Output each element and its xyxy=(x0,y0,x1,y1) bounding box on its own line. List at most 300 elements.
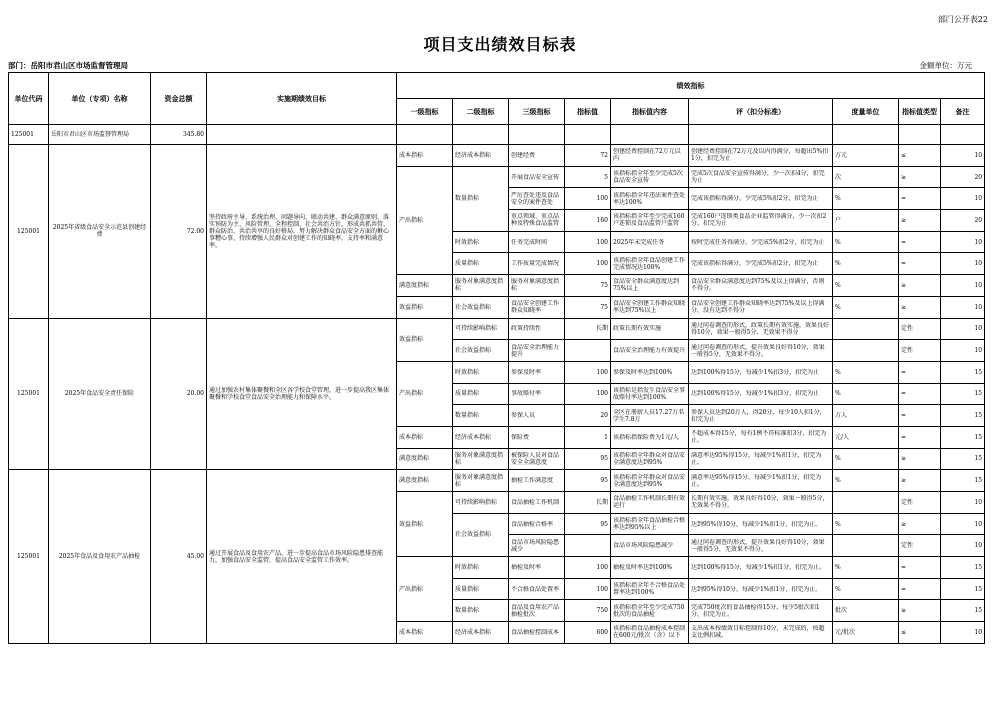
indicator-level2: 时效指标 xyxy=(453,557,509,579)
measure-unit xyxy=(833,340,899,362)
indicator-level3-text: 参保人员 xyxy=(511,412,536,420)
indicator-content-text: 食品安全群众满意度达到75%以上 xyxy=(613,278,680,293)
note-value: 10 xyxy=(941,275,985,297)
value-type: ≥ xyxy=(899,470,941,492)
indicator-level1: 产出指标 xyxy=(397,166,453,274)
indicator-value: 1 xyxy=(565,426,611,448)
header-measure-unit: 度量单位 xyxy=(833,99,899,125)
indicator-level3 xyxy=(509,513,565,535)
indicator-level2: 社会效益指标 xyxy=(453,340,509,362)
table-row xyxy=(9,470,985,492)
indicator-level3-text: 严厉查处违反食品安全的案件查处 xyxy=(511,191,560,206)
header-value-content: 指标值内容 xyxy=(611,99,689,125)
indicator-value: 100 xyxy=(565,361,611,383)
indicator-level3-text: 开展食品安全宣传 xyxy=(511,173,560,181)
note-value: 10 xyxy=(941,231,985,253)
indicator-content xyxy=(611,166,689,188)
measure-unit: 户 xyxy=(833,210,899,232)
measure-unit: % xyxy=(833,557,899,579)
value-type: ≥ xyxy=(899,296,941,318)
note-value: 15 xyxy=(941,426,985,448)
measure-unit: % xyxy=(833,275,899,297)
scoring-standard-text: 长期有效实施，效果良好得10分，效果一般得5分，无效果不得分。 xyxy=(691,495,829,510)
project-amount: 72.00 xyxy=(151,145,207,319)
indicator-value: 75 xyxy=(565,275,611,297)
scoring-standard xyxy=(689,578,833,600)
indicator-level3 xyxy=(509,188,565,210)
value-type: ≥ xyxy=(899,210,941,232)
header-value-type: 指标值类型 xyxy=(899,99,941,125)
indicator-content xyxy=(611,253,689,275)
indicator-level3 xyxy=(509,318,565,340)
indicator-level2: 数量指标 xyxy=(453,600,509,622)
scoring-standard-text: 达到95%得10分，每减少1%扣1分，扣完为止。 xyxy=(691,520,822,528)
header-indicators: 绩效指标 xyxy=(397,73,985,99)
indicator-level2: 可持续影响指标 xyxy=(453,492,509,514)
indicator-level3-text: 工作质量完成情况 xyxy=(511,260,560,268)
indicator-level2: 服务对象满意度指标 xyxy=(453,448,509,470)
note-value: 15 xyxy=(941,361,985,383)
indicator-level3 xyxy=(509,145,565,167)
indicator-level3-text: 服务对象满意度指标 xyxy=(511,278,560,293)
indicator-level3-text: 政策持续性 xyxy=(511,325,542,333)
indicator-level3-text: 抽检及时率 xyxy=(511,563,542,571)
indicator-level3 xyxy=(509,535,565,557)
indicator-level2: 时效指标 xyxy=(453,361,509,383)
scoring-standard xyxy=(689,405,833,427)
value-type: ≥ xyxy=(899,600,941,622)
value-type: = xyxy=(899,578,941,600)
indicator-level1: 效益指标 xyxy=(397,296,453,318)
indicator-level2: 服务对象满意度指标 xyxy=(453,275,509,297)
scoring-standard-text: 达到100%得15分，每减少1%扣1分，扣完为止。 xyxy=(691,563,826,571)
note-value: 10 xyxy=(941,145,985,167)
indicator-level3 xyxy=(509,231,565,253)
scoring-standard-text: 满意率达95%得15分，每减少1%扣1分，扣完为止。 xyxy=(691,473,822,488)
indicator-value: 600 xyxy=(565,622,611,644)
project-name: 2025年省级食品安全示范县创建经费 xyxy=(49,145,151,319)
measure-unit: % xyxy=(833,253,899,275)
indicator-level1: 成本指标 xyxy=(397,622,453,644)
header-level2: 二级指标 xyxy=(453,99,509,125)
value-type: 定性 xyxy=(899,535,941,557)
indicator-level3 xyxy=(509,210,565,232)
project-amount: 20.00 xyxy=(151,318,207,470)
project-code: 125001 xyxy=(9,470,49,644)
indicator-value: 长期 xyxy=(565,492,611,514)
indicator-content-text: 该指标指全年食品创建工作完成情况达100% xyxy=(613,256,686,271)
measure-unit: % xyxy=(833,513,899,535)
indicator-value xyxy=(565,340,611,362)
indicator-level3 xyxy=(509,578,565,600)
indicator-content xyxy=(611,340,689,362)
value-type: = xyxy=(899,361,941,383)
scoring-standard xyxy=(689,145,833,167)
header-scoring: 评（扣分标准） xyxy=(689,99,833,125)
scoring-standard xyxy=(689,340,833,362)
header-unit-name: 单位（专项）名称 xyxy=(49,73,151,125)
indicator-content xyxy=(611,405,689,427)
note-value: 15 xyxy=(941,600,985,622)
indicator-level3-text: 食品及食用农产品抽检批次 xyxy=(511,603,560,618)
scoring-standard xyxy=(689,383,833,405)
indicator-level2: 质量指标 xyxy=(453,253,509,275)
currency-unit-label: 金额单位：万元 xyxy=(919,61,972,70)
indicator-value: 20 xyxy=(565,405,611,427)
measure-unit: 万元 xyxy=(833,145,899,167)
performance-goals-table xyxy=(8,72,985,644)
indicator-content-text: 该指标指全年至少完成160户连锁及食品监管户监管 xyxy=(613,213,685,228)
page-number-label: 部门公开表22 xyxy=(937,15,988,24)
indicator-level3 xyxy=(509,622,565,644)
value-type: = xyxy=(899,231,941,253)
page-title: 项目支出绩效目标表 xyxy=(423,35,577,54)
scoring-standard xyxy=(689,361,833,383)
header-level3: 三级指标 xyxy=(509,99,565,125)
indicator-content xyxy=(611,492,689,514)
indicator-value: 100 xyxy=(565,188,611,210)
note-value: 15 xyxy=(941,383,985,405)
project-name: 2025年食品及食用农产品抽检 xyxy=(49,470,151,644)
indicator-content xyxy=(611,600,689,622)
indicator-level2: 时效指标 xyxy=(453,231,509,253)
header-level1: 一级指标 xyxy=(397,99,453,125)
scoring-standard-text: 食品安全创建工作群众知晓率达到75%及以上得满分，没有达到不得分 xyxy=(691,300,825,315)
measure-unit xyxy=(833,535,899,557)
scoring-standard xyxy=(689,470,833,492)
unit-name: 岳阳市君山区市场监督管理局 xyxy=(49,125,151,145)
indicator-level1: 成本指标 xyxy=(397,145,453,167)
indicator-level2: 质量指标 xyxy=(453,578,509,600)
indicator-value: 100 xyxy=(565,231,611,253)
indicator-content-text: 2025年末完成任务 xyxy=(613,238,665,246)
value-type: ≤ xyxy=(899,622,941,644)
indicator-value xyxy=(565,535,611,557)
measure-unit: % xyxy=(833,296,899,318)
indicator-level3-text: 重点领域、重点品种及特殊食品监管 xyxy=(511,213,560,228)
indicator-content xyxy=(611,231,689,253)
scoring-standard-text: 达到100%得15分，每减少1%扣3分，扣完为止 xyxy=(691,368,820,376)
indicator-content xyxy=(611,275,689,297)
indicator-level2: 经济成本指标 xyxy=(453,622,509,644)
header-goal: 实施期绩效目标 xyxy=(207,73,397,125)
measure-unit: % xyxy=(833,361,899,383)
project-amount: 45.00 xyxy=(151,470,207,644)
indicator-content-text: 创建经费控制在72万元以内 xyxy=(613,148,681,163)
indicator-value: 长期 xyxy=(565,318,611,340)
indicator-level2: 可持续影响指标 xyxy=(453,318,509,340)
indicator-level3 xyxy=(509,426,565,448)
note-value: 10 xyxy=(941,492,985,514)
indicator-content xyxy=(611,578,689,600)
value-type: ≤ xyxy=(899,145,941,167)
measure-unit xyxy=(833,492,899,514)
indicator-content xyxy=(611,470,689,492)
scoring-standard xyxy=(689,296,833,318)
header-value: 指标值 xyxy=(565,99,611,125)
indicator-level2: 经济成本指标 xyxy=(453,426,509,448)
indicator-level1: 成本指标 xyxy=(397,426,453,448)
indicator-level3-text: 食品安全创建工作群众知晓率 xyxy=(511,300,560,315)
indicator-value: 95 xyxy=(565,470,611,492)
indicator-content xyxy=(611,622,689,644)
value-type: ≥ xyxy=(899,166,941,188)
scoring-standard xyxy=(689,448,833,470)
note-value: 10 xyxy=(941,253,985,275)
indicator-level2: 数量指标 xyxy=(453,166,509,231)
indicator-content xyxy=(611,426,689,448)
indicator-content xyxy=(611,448,689,470)
scoring-standard-text: 参保人员达到20万人，得20分，每少10人扣1分，扣完为止 xyxy=(691,408,826,423)
indicator-level3 xyxy=(509,275,565,297)
note-value: 20 xyxy=(941,210,985,232)
indicator-level3 xyxy=(509,340,565,362)
scoring-standard-text: 通过问卷调查的形式，提升效果良好得10分，效果一般得5分，无效果不得分。 xyxy=(691,538,825,553)
scoring-standard xyxy=(689,535,833,557)
note-value: 20 xyxy=(941,166,985,188)
indicator-level3-text: 参保及时率 xyxy=(511,368,542,376)
unit-code: 125001 xyxy=(9,125,49,145)
value-type: = xyxy=(899,405,941,427)
indicator-value: 5 xyxy=(565,166,611,188)
indicator-value: 750 xyxy=(565,600,611,622)
value-type: = xyxy=(899,253,941,275)
note-value: 10 xyxy=(941,622,985,644)
note-value: 10 xyxy=(941,188,985,210)
indicator-level3 xyxy=(509,405,565,427)
indicator-level3-text: 创建经费 xyxy=(511,151,536,159)
indicator-content xyxy=(611,535,689,557)
indicator-level1: 效益指标 xyxy=(397,318,453,361)
indicator-content-text: 该指标是指发生食品安全事故赔付率达到100% xyxy=(613,386,686,401)
indicator-level3 xyxy=(509,296,565,318)
indicator-level1: 满意度指标 xyxy=(397,448,453,470)
indicator-content-text: 政策长期有效实施 xyxy=(613,325,662,333)
value-type: = xyxy=(899,557,941,579)
project-goal: 通过加强农村集体聚餐和全区各学校食堂管理，进一步提高我区集体聚餐和学校食堂食品安全治理能力和保障水平。 xyxy=(207,318,397,470)
project-name: 2025年食品安全责任保险 xyxy=(49,318,151,470)
scoring-standard xyxy=(689,231,833,253)
indicator-level2: 社会效益指标 xyxy=(453,296,509,318)
scoring-standard-text: 达到95%得10分，每减少1%扣1分，扣完为止。 xyxy=(691,585,822,593)
indicator-level3 xyxy=(509,470,565,492)
indicator-level1: 满意度指标 xyxy=(397,275,453,297)
indicator-value: 100 xyxy=(565,578,611,600)
indicator-level3 xyxy=(509,383,565,405)
measure-unit: % xyxy=(833,231,899,253)
measure-unit xyxy=(833,318,899,340)
department-label: 部门：岳阳市君山区市场监督管理局 xyxy=(8,61,128,70)
indicator-level2: 质量指标 xyxy=(453,383,509,405)
scoring-standard xyxy=(689,253,833,275)
indicator-value: 100 xyxy=(565,557,611,579)
indicator-content xyxy=(611,361,689,383)
scoring-standard xyxy=(689,275,833,297)
indicator-content xyxy=(611,145,689,167)
indicator-level3 xyxy=(509,600,565,622)
scoring-standard-text: 满意率达95%得15分，每减少1%扣1分，扣完为止。 xyxy=(691,451,822,466)
note-value: 15 xyxy=(941,405,985,427)
indicator-content-text: 该指标指食品抽检成本控制在600元/批次（含）以下 xyxy=(613,625,686,640)
unit-amount: 345.80 xyxy=(151,125,207,145)
indicator-level3-text: 食品安全治理能力提升 xyxy=(511,343,560,358)
indicator-level3 xyxy=(509,361,565,383)
scoring-standard-text: 完成该指标得满分，少完成5%扣2分，扣完为止 xyxy=(691,260,819,268)
indicator-content-text: 抽检及时率达到100% xyxy=(613,563,673,571)
indicator-content-text: 该指标指全年群众对食品安全满意度达到95% xyxy=(613,451,686,466)
indicator-value: 100 xyxy=(565,383,611,405)
indicator-level3 xyxy=(509,448,565,470)
scoring-standard xyxy=(689,166,833,188)
note-value: 15 xyxy=(941,578,985,600)
indicator-content-text: 该指标指全年群众对食品安全满意度达到95% xyxy=(613,473,686,488)
indicator-content xyxy=(611,383,689,405)
scoring-standard xyxy=(689,188,833,210)
scoring-standard-text: 完成5次食品安全宣传得满分，少一次扣4分，扣完为止 xyxy=(691,170,825,185)
indicator-level3 xyxy=(509,253,565,275)
indicator-level2: 服务对象满意度指标 xyxy=(453,470,509,492)
scoring-standard xyxy=(689,492,833,514)
table-row xyxy=(9,145,985,167)
scoring-standard-text: 通过问卷调查的形式，提升效果良好得10分，效果一般得5分，无效果不得分。 xyxy=(691,343,825,358)
scoring-standard-text: 按时完成任务得满分，少完成5%扣2分，扣完为止 xyxy=(691,238,825,246)
note-value: 15 xyxy=(941,557,985,579)
indicator-content-text: 食品安全创建工作群众知晓率达到75%以上 xyxy=(613,300,686,315)
scoring-standard-text: 支出成本按绩效目标控制得10分，未完成的，按超支比例扣减。 xyxy=(691,625,825,640)
indicator-level3-text: 抽检工作满意度 xyxy=(511,477,554,485)
indicator-level3-text: 事故赔付率 xyxy=(511,390,542,398)
indicator-content-text: 食品安全治理能力有效提升 xyxy=(613,347,686,355)
indicator-content xyxy=(611,210,689,232)
indicator-level3 xyxy=(509,557,565,579)
project-goal: 通过开展食品及食用农产品，进一步提高食品市场风险隐患排查能力，加强食品安全监管，提高食品安全监管工作效率。 xyxy=(207,470,397,644)
indicator-level2: 社会效益指标 xyxy=(453,513,509,556)
indicator-content-text: 该指标指全年不合格食品处置率达到100% xyxy=(613,582,686,597)
indicator-content xyxy=(611,557,689,579)
indicator-value: 95 xyxy=(565,448,611,470)
scoring-standard xyxy=(689,426,833,448)
value-type: ≥ xyxy=(899,513,941,535)
measure-unit: 批次 xyxy=(833,600,899,622)
indicator-value: 160 xyxy=(565,210,611,232)
value-type: ≥ xyxy=(899,448,941,470)
measure-unit: % xyxy=(833,383,899,405)
scoring-standard xyxy=(689,600,833,622)
value-type: 定性 xyxy=(899,492,941,514)
indicator-level3-text: 食品抽检工作机制 xyxy=(511,498,560,506)
scoring-standard-text: 完成750批次的食品抽检得15分，每少5批次扣1分，扣完为止。 xyxy=(691,603,820,618)
header-total-amount: 资金总额 xyxy=(151,73,207,125)
scoring-standard-text: 完成该指标得满分，少完成5%扣2分，扣完为止 xyxy=(691,195,819,203)
note-value: 10 xyxy=(941,535,985,557)
project-code: 125001 xyxy=(9,318,49,470)
indicator-value: 100 xyxy=(565,253,611,275)
indicator-content-text: 该指标指全年食品抽检合格率达到95%以上 xyxy=(613,517,686,532)
value-type: = xyxy=(899,426,941,448)
indicator-content-text: 该指标指保险费为1元/人 xyxy=(613,433,679,441)
indicator-level3 xyxy=(509,492,565,514)
scoring-standard-text: 通过问卷调查的形式，政策长期有效实施，效果良好得10分，效果一般得5分，无效果不得分 xyxy=(691,321,830,336)
indicator-content-text: 该指标指全年违法案件查处率达100% xyxy=(613,191,686,206)
indicator-content xyxy=(611,188,689,210)
indicator-content-text: 该指标指全年至少完成750批次的食品抽检 xyxy=(613,603,685,618)
scoring-standard-text: 食品安全群众满意度达到75%及以上得满分，否则不得分。 xyxy=(691,278,825,293)
indicator-content xyxy=(611,296,689,318)
note-value: 10 xyxy=(941,513,985,535)
indicator-level1: 满意度指标 xyxy=(397,470,453,492)
note-value: 10 xyxy=(941,340,985,362)
measure-unit: 元/批次 xyxy=(833,622,899,644)
scoring-standard xyxy=(689,557,833,579)
unit-summary-row xyxy=(9,125,985,145)
indicator-level3-text: 保险费 xyxy=(511,433,530,441)
measure-unit: 次 xyxy=(833,166,899,188)
project-goal: 坚持政府主导、系统治理、问题导向、联动共建、群众满意原则，落实预防为主、风险管理、全程控制、社会共治方针，形成共抓共管、群众防治、共治共享的良好格局。努力解决群众食品安全方面的揪心事糟心事，持续增强人民群众对创建工作的知晓率、支持率和满意率。 xyxy=(207,145,397,319)
indicator-content xyxy=(611,513,689,535)
indicator-level2: 数量指标 xyxy=(453,405,509,427)
header-unit-code: 单位代码 xyxy=(9,73,49,125)
indicator-level3-text: 被保险人员对食品安全全满意度 xyxy=(511,451,560,466)
measure-unit: % xyxy=(833,578,899,600)
indicator-level3-text: 食品抽检合格率 xyxy=(511,520,554,528)
scoring-standard-text: 创建经费控制在72万元及以内得满分，每超出5%扣1分，扣完为止 xyxy=(691,148,829,163)
note-value: 15 xyxy=(941,470,985,492)
scoring-standard xyxy=(689,622,833,644)
measure-unit: % xyxy=(833,448,899,470)
measure-unit: 元/人 xyxy=(833,426,899,448)
note-value: 10 xyxy=(941,296,985,318)
indicator-level3-text: 不合格食品处置率 xyxy=(511,585,560,593)
measure-unit: % xyxy=(833,470,899,492)
note-value: 10 xyxy=(941,318,985,340)
scoring-standard xyxy=(689,513,833,535)
indicator-content-text: 食品抽检工作机制长期有效运行 xyxy=(613,495,686,510)
project-code: 125001 xyxy=(9,145,49,319)
measure-unit: % xyxy=(833,188,899,210)
value-type: 定性 xyxy=(899,340,941,362)
scoring-standard xyxy=(689,318,833,340)
indicator-content-text: 全区在册厨人员17.27万名学生7.8万 xyxy=(613,408,685,423)
indicator-level1: 效益指标 xyxy=(397,492,453,557)
indicator-level3 xyxy=(509,166,565,188)
indicator-content xyxy=(611,318,689,340)
table-row xyxy=(9,318,985,340)
indicator-level2: 经济成本指标 xyxy=(453,145,509,167)
indicator-level1: 产出指标 xyxy=(397,557,453,622)
value-type: = xyxy=(899,383,941,405)
scoring-standard xyxy=(689,210,833,232)
scoring-standard-text: 达到100%得15分，每减少1%扣3分，扣完为止 xyxy=(691,390,820,398)
measure-unit: 万人 xyxy=(833,405,899,427)
header-note: 备注 xyxy=(941,99,985,125)
indicator-level3-text: 食品市场风险隐患减少 xyxy=(511,538,560,553)
indicator-content-text: 食品市场风险隐患减少 xyxy=(613,542,674,550)
value-type: = xyxy=(899,188,941,210)
indicator-level3-text: 任务完成时间 xyxy=(511,238,548,246)
indicator-level1: 产出指标 xyxy=(397,361,453,426)
indicator-value: 75 xyxy=(565,296,611,318)
indicator-value: 95 xyxy=(565,513,611,535)
scoring-standard-text: 不超成本得15分，每有1例不符标准扣3分，扣完为止。 xyxy=(691,430,827,445)
scoring-standard-text: 完成160户连锁类食品企业监管得满分，少一次扣2分，扣完为止 xyxy=(691,213,827,228)
value-type: 定性 xyxy=(899,318,941,340)
indicator-content-text: 该指标指全年至少完成5次食品安全宣传 xyxy=(613,170,683,185)
value-type: ≥ xyxy=(899,275,941,297)
indicator-content-text: 参保及时率达到100% xyxy=(613,368,673,376)
indicator-level3-text: 食品抽检控制成本 xyxy=(511,628,560,636)
note-value: 15 xyxy=(941,448,985,470)
indicator-value: 72 xyxy=(565,145,611,167)
